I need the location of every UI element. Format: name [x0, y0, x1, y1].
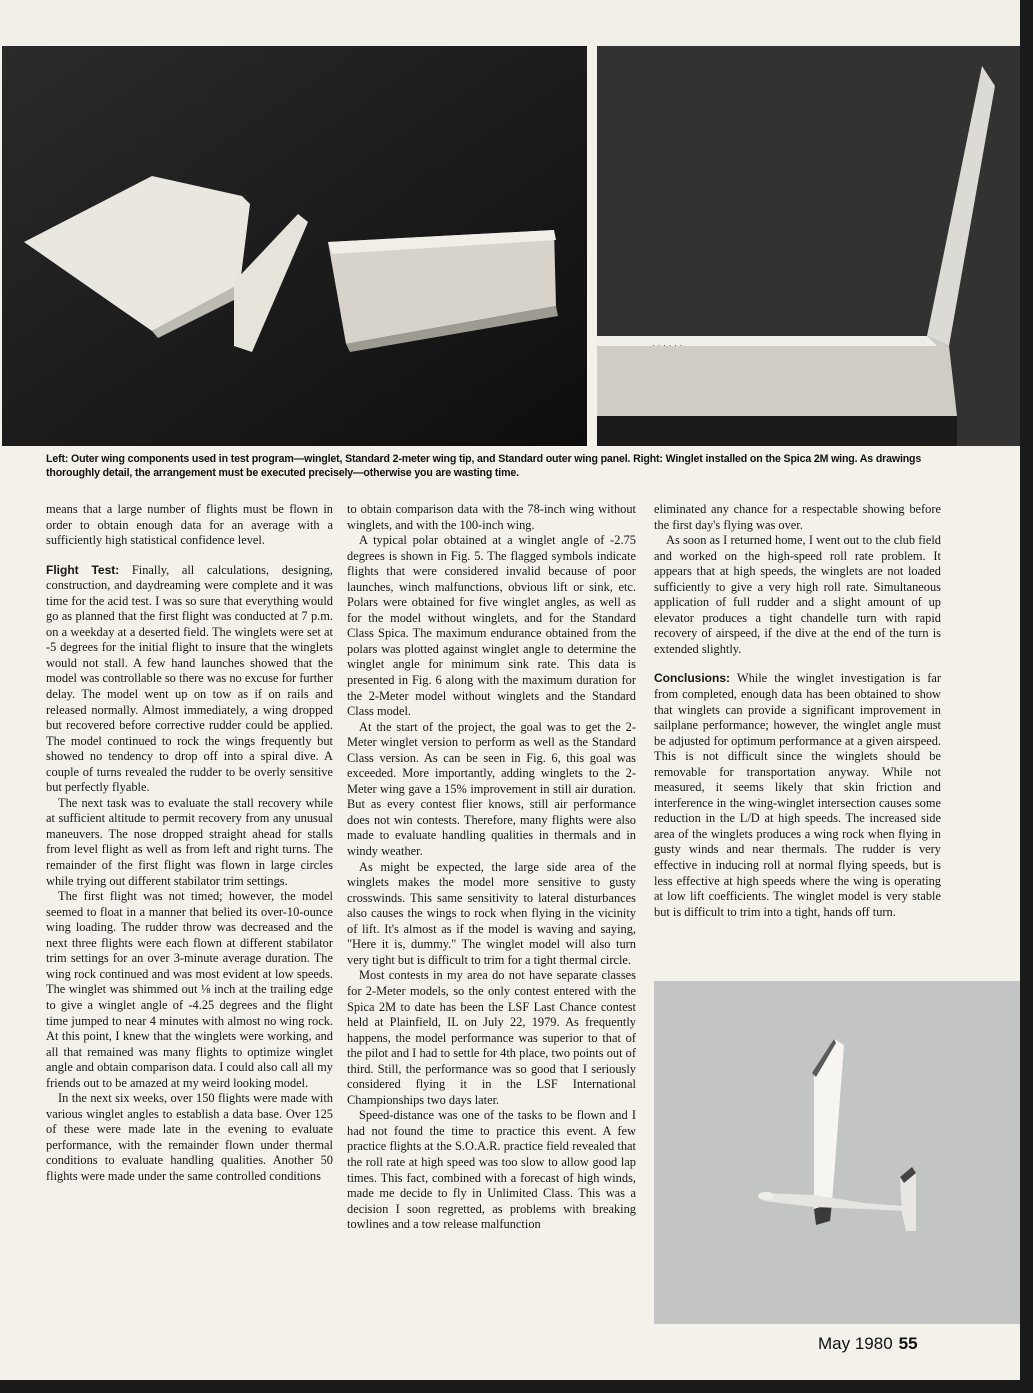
paragraph: eliminated any chance for a respectable showing before the first day's flying was over.: [654, 502, 941, 532]
paragraph-text: While the winglet investigation is far from completed, enough data has been obtained to show that winglets can provide a significant improvement in sailplane performance; however, the winglet angle must be adjusted for optimum performance at a given airspeed. This is not difficult since the winglets should be removable for transportation anyway. While not measured, it seems likely that skin friction and interference in the wing-winglet intersection causes some reduction in the L/D at high speeds. The increased side area of the winglets produces a wing rock when flying in gusty winds and near thermals. The rudder is very effective in inducing roll at normal flying speeds, but is less effective at high speeds where the wing is operating at low lift coefficients. The winglet model is very stable but is difficult to trim into a tight, hands off turn.: [654, 671, 942, 919]
photo-caption: Left: Outer wing components used in test program—winglet, Standard 2-meter wing tip, and Standard outer wing panel. Right: Winglet installed on the Spica 2M wing. As drawings thoroughly detail, the arrangement must be executed precisely—otherwise you are wasting time.: [46, 453, 922, 479]
column-1: [46, 502, 333, 1185]
paragraph-flight-test: [46, 563, 333, 796]
page-footer: [818, 1334, 918, 1354]
paragraph: The first flight was not timed; however, the model seemed to float in a manner that belied its over-10-ounce wing loading. The rudder throw was decreased and the next three flights were each flown at different stabilator trim settings for an over 3-minute average duration. The wing rock continued and was most evident at low speeds. The winglet was shimmed out ⅛ inch at the trailing edge to give a winglet angle of -4.25 degrees and the flight time jumped to near 4 minutes with almost no wing rock. At this point, I knew that the winglets were working, and all that remained was many flights to optimize winglet angle and obtain comparison data. I could also call all my friends out to be amazed at my weird looking model.: [46, 889, 333, 1090]
paragraph: to obtain comparison data with the 78-inch wing without winglets, and with the 100-inch wing.: [347, 502, 636, 532]
paragraph: The next task was to evaluate the stall recovery while at sufficient altitude to permit recovery from any unusual maneuvers. The nose dropped straight ahead for stalls from level flight as well as from left and right turns. The remainder of the first flight was flown in large circles while trying out different stabilator trim settings.: [46, 795, 333, 888]
paragraph-conclusions: [654, 671, 941, 920]
paragraph: Most contests in my area do not have separate classes for 2-Meter models, so the only contest entered with the Spica 2M to date has been the LSF Last Chance contest held at Plainfield, IL on July 22, 1979. As frequently happens, the model performance was superior to that of the pilot and I had to settle for 4th place, two points out of third. Still, the performance was so good that I seriously considered flying it in the LSF International Championships two days later.: [347, 968, 636, 1107]
top-margin: [0, 0, 1020, 46]
paragraph: As might be expected, the large side area of the winglets makes the model more sensitive to gusty crosswinds. This same sensitivity to lateral disturbances also causes the wings to rock when flying in the vicinity of lift. It's almost as if the model is waving and saying, "Here it is, dummy." The winglet model will also turn very tight but is difficult to trim for a tight thermal circle.: [347, 859, 636, 967]
paragraph: A typical polar obtained at a winglet angle of -2.75 degrees is shown in Fig. 5. The flagged symbols indicate flights that were considered invalid because of poor launches, winch malfunctions, obvious lift or sink, etc. Polars were obtained for five winglet angles, as well as for the model without winglets, and for the Standard Class Spica. The maximum endurance obtained from the polars was plotted against winglet angle to determine the winglet angle for minimum sink rate. This data is presented in Fig. 6 along with the maximum duration for the 2-Meter model without winglets and the Standard Class model.: [347, 533, 636, 719]
photo-model-in-flight: [654, 981, 1020, 1324]
column-2: [347, 502, 636, 1233]
svg-text:· · · · · ·: · · · · · ·: [652, 340, 683, 350]
page-number: 55: [898, 1334, 918, 1353]
paragraph: means that a large number of flights must be flown in order to obtain enough data for an average with a sufficiently high statistical confidence level.: [46, 502, 333, 548]
paragraph: Speed-distance was one of the tasks to be flown and I had not found the time to practice this event. A few practice flights at the S.O.A.R. practice field revealed that the roll rate at high speed was too slow to allow good lap times. This fact, combined with a forecast of high winds, made me decide to fly in Unlimited Class. This was a decision I soon regretted, as problems with breaking towlines and a tow release malfunction: [347, 1108, 636, 1232]
column-3: [654, 502, 941, 920]
photo-wing-components: [2, 46, 587, 446]
paragraph: As soon as I returned home, I went out to the club field and worked on the high-speed roll rate problem. It appears that at high speeds, the winglets are not loaded sufficiently to give a very high roll rate. Simultaneous application of full rudder and a slight amount of up elevator produces a tight chandelle turn with rapid recovery of airspeed, if the dive at the end of the turn is extended slightly.: [654, 533, 941, 656]
paragraph: At the start of the project, the goal was to get the 2-Meter winglet version to perform as well as the Standard Class version. As can be seen in Fig. 6, this goal was exceeded. More importantly, adding winglets to the 2-Meter wing gave a 15% improvement in still air duration. But as every contest flier knows, still air performance does not win contests. Therefore, many flights were also made to evaluate handling qualities in thermals and in windy weather.: [347, 719, 636, 859]
paragraph-text: Finally, all calculations, designing, construction, and daydreaming were complete and it was time for the acid test. I was so sure that everything would go as planned that the first flight was conducted at 7 p.m. on a weekday at a deserted field. The winglets were set at -5 degrees for the initial flight to insure that the winglets would not stall. A few hand launches showed that the model was controllable so there was no excuse for further delay. The model went up on tow as if on rails and released normally. Almost immediately, a wing dropped but recovered before corrective rudder could be applied. The model continued to rock the wings frequently but showed no tendency to drop off into a spiral dive. A couple of turns revealed the rudder to be overly sensitive but perfectly flyable.: [46, 562, 333, 795]
paragraph: In the next six weeks, over 150 flights were made with various winglet angles to establish a data base. Over 125 of these were made late in the evening to evaluate performance, with the remainder flown under thermal conditions to evaluate handling qualities. Another 50 flights were made under the same controlled conditions: [46, 1091, 333, 1183]
issue-date: May 1980: [818, 1334, 893, 1353]
subhead-flight-test: Flight Test:: [46, 562, 120, 577]
subhead-conclusions: Conclusions:: [654, 671, 731, 686]
photo-winglet-installed: [597, 46, 1020, 446]
